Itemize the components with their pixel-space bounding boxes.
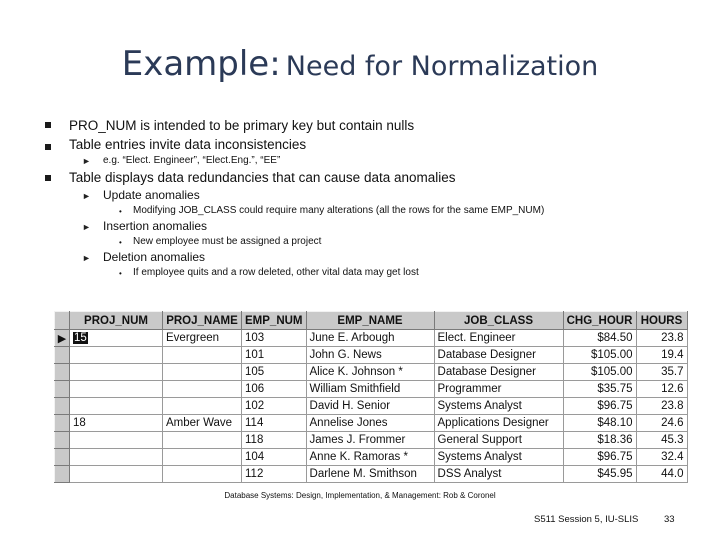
- table-cell[interactable]: $96.75: [563, 398, 636, 415]
- table-cell[interactable]: $45.95: [563, 466, 636, 483]
- table-cell[interactable]: [70, 466, 163, 483]
- active-cell-value: 15: [74, 332, 87, 344]
- table-cell[interactable]: Amber Wave: [163, 415, 242, 432]
- bullet-square-icon: [45, 175, 51, 181]
- table-row: [55, 330, 688, 347]
- table-cell[interactable]: DSS Analyst: [434, 466, 563, 483]
- record-selector[interactable]: [55, 449, 70, 466]
- table-cell[interactable]: 18: [70, 415, 163, 432]
- arrow-bullet-icon: ►: [82, 156, 91, 166]
- record-selector[interactable]: [55, 432, 70, 449]
- column-header[interactable]: HOURS: [636, 312, 687, 330]
- table-row: [55, 347, 688, 364]
- sub-bullet-text: e.g. “Elect. Engineer”, “Elect.Eng.”, “EE”: [103, 155, 281, 166]
- table-cell[interactable]: [163, 466, 242, 483]
- table-cell[interactable]: James J. Frommer: [306, 432, 434, 449]
- table-cell[interactable]: [163, 381, 242, 398]
- table-cell[interactable]: Database Designer: [434, 364, 563, 381]
- table-cell[interactable]: [70, 381, 163, 398]
- bullet-square-icon: [45, 122, 51, 128]
- table-cell[interactable]: 102: [242, 398, 307, 415]
- record-selector[interactable]: [55, 347, 70, 364]
- table-cell[interactable]: 118: [242, 432, 307, 449]
- record-selector[interactable]: [55, 415, 70, 432]
- column-header[interactable]: CHG_HOUR: [563, 312, 636, 330]
- record-selector[interactable]: [55, 398, 70, 415]
- current-record-icon: ▶: [57, 332, 67, 345]
- table-row: [55, 381, 688, 398]
- bullet-text: Table entries invite data inconsistencies: [69, 137, 307, 152]
- table-cell[interactable]: 35.7: [636, 364, 687, 381]
- table-cell[interactable]: Alice K. Johnson *: [306, 364, 434, 381]
- dot-bullet-icon: •: [119, 207, 122, 216]
- table-cell[interactable]: $96.75: [563, 449, 636, 466]
- sub-sub-bullet-text: New employee must be assigned a project: [133, 236, 322, 247]
- sub-sub-bullet-text: Modifying JOB_CLASS could require many alterations (all the rows for the same EMP_NUM): [133, 205, 545, 216]
- table-row: [55, 415, 688, 432]
- column-header[interactable]: JOB_CLASS: [434, 312, 563, 330]
- arrow-bullet-icon: ►: [82, 191, 91, 201]
- table-cell[interactable]: Annelise Jones: [306, 415, 434, 432]
- table-cell[interactable]: General Support: [434, 432, 563, 449]
- table-cell[interactable]: 103: [242, 330, 307, 347]
- sub-bullet-text: Deletion anomalies: [103, 250, 206, 264]
- table-cell[interactable]: Systems Analyst: [434, 398, 563, 415]
- table-cell[interactable]: [70, 432, 163, 449]
- table-cell[interactable]: Database Designer: [434, 347, 563, 364]
- table-cell[interactable]: 12.6: [636, 381, 687, 398]
- table-cell[interactable]: June E. Arbough: [306, 330, 434, 347]
- table-cell[interactable]: 112: [242, 466, 307, 483]
- record-selector[interactable]: [55, 364, 70, 381]
- table-row: [55, 466, 688, 483]
- table-cell[interactable]: 105: [242, 364, 307, 381]
- footer-course: S511 Session 5, IU-SLIS: [534, 514, 639, 525]
- table-cell[interactable]: 24.6: [636, 415, 687, 432]
- title-main: Example:: [121, 44, 281, 84]
- table-cell[interactable]: [70, 364, 163, 381]
- table-cell[interactable]: $35.75: [563, 381, 636, 398]
- page-number: 33: [664, 514, 675, 525]
- bullet-text: Table displays data redundancies that can cause data anomalies: [69, 170, 456, 185]
- table-cell[interactable]: [70, 330, 163, 347]
- table-cell[interactable]: 114: [242, 415, 307, 432]
- arrow-bullet-icon: ►: [82, 222, 91, 232]
- table-cell[interactable]: Systems Analyst: [434, 449, 563, 466]
- sub-sub-bullet-text: If employee quits and a row deleted, other vital data may get lost: [133, 267, 419, 278]
- employee-project-table: [54, 311, 688, 483]
- table-cell[interactable]: 23.8: [636, 398, 687, 415]
- table-cell[interactable]: 44.0: [636, 466, 687, 483]
- table-cell[interactable]: 101: [242, 347, 307, 364]
- dot-bullet-icon: •: [119, 238, 122, 247]
- column-header[interactable]: PROJ_NAME: [163, 312, 242, 330]
- dot-bullet-icon: •: [119, 269, 122, 278]
- table-cell[interactable]: Applications Designer: [434, 415, 563, 432]
- table-cell[interactable]: 106: [242, 381, 307, 398]
- table-row: [55, 449, 688, 466]
- title-rest: Need for Normalization: [285, 51, 599, 82]
- table-cell[interactable]: 19.4: [636, 347, 687, 364]
- bullet-square-icon: [45, 144, 51, 150]
- table-cell[interactable]: Programmer: [434, 381, 563, 398]
- table-cell[interactable]: Darlene M. Smithson: [306, 466, 434, 483]
- table-cell[interactable]: Evergreen: [163, 330, 242, 347]
- table-cell[interactable]: 45.3: [636, 432, 687, 449]
- table-cell[interactable]: 104: [242, 449, 307, 466]
- table-cell[interactable]: [163, 364, 242, 381]
- column-header[interactable]: PROJ_NUM: [70, 312, 163, 330]
- table-cell[interactable]: Elect. Engineer: [434, 330, 563, 347]
- record-selector[interactable]: [55, 381, 70, 398]
- slide-title: [0, 44, 720, 84]
- table-row: [55, 432, 688, 449]
- column-header[interactable]: EMP_NUM: [242, 312, 307, 330]
- table-cell[interactable]: $105.00: [563, 364, 636, 381]
- bullet-text: PRO_NUM is intended to be primary key but contain nulls: [69, 118, 415, 133]
- corner-cell[interactable]: [55, 312, 70, 330]
- sub-bullet-text: Insertion anomalies: [103, 219, 208, 233]
- table-cell[interactable]: $105.00: [563, 347, 636, 364]
- table-cell[interactable]: [163, 398, 242, 415]
- table-cell[interactable]: 23.8: [636, 330, 687, 347]
- table-cell[interactable]: [70, 347, 163, 364]
- sub-bullet-text: Update anomalies: [103, 188, 200, 202]
- table-cell[interactable]: David H. Senior: [306, 398, 434, 415]
- table-cell[interactable]: $18.36: [563, 432, 636, 449]
- table-row: [55, 364, 688, 381]
- table-cell[interactable]: [70, 398, 163, 415]
- table-cell[interactable]: Anne K. Ramoras *: [306, 449, 434, 466]
- record-selector[interactable]: [55, 330, 70, 347]
- table-cell[interactable]: John G. News: [306, 347, 434, 364]
- table-cell[interactable]: [70, 449, 163, 466]
- table-cell[interactable]: $48.10: [563, 415, 636, 432]
- column-header[interactable]: EMP_NAME: [306, 312, 434, 330]
- table-cell[interactable]: [163, 449, 242, 466]
- table-cell[interactable]: [163, 432, 242, 449]
- arrow-bullet-icon: ►: [82, 253, 91, 263]
- table-cell[interactable]: [163, 347, 242, 364]
- source-caption: Database Systems: Design, Implementation, & Management: Rob & Coronel: [224, 491, 496, 500]
- table-cell[interactable]: $84.50: [563, 330, 636, 347]
- table-cell[interactable]: William Smithfield: [306, 381, 434, 398]
- table-cell[interactable]: 32.4: [636, 449, 687, 466]
- table-row: [55, 398, 688, 415]
- table-header-row: [55, 312, 688, 330]
- record-selector[interactable]: [55, 466, 70, 483]
